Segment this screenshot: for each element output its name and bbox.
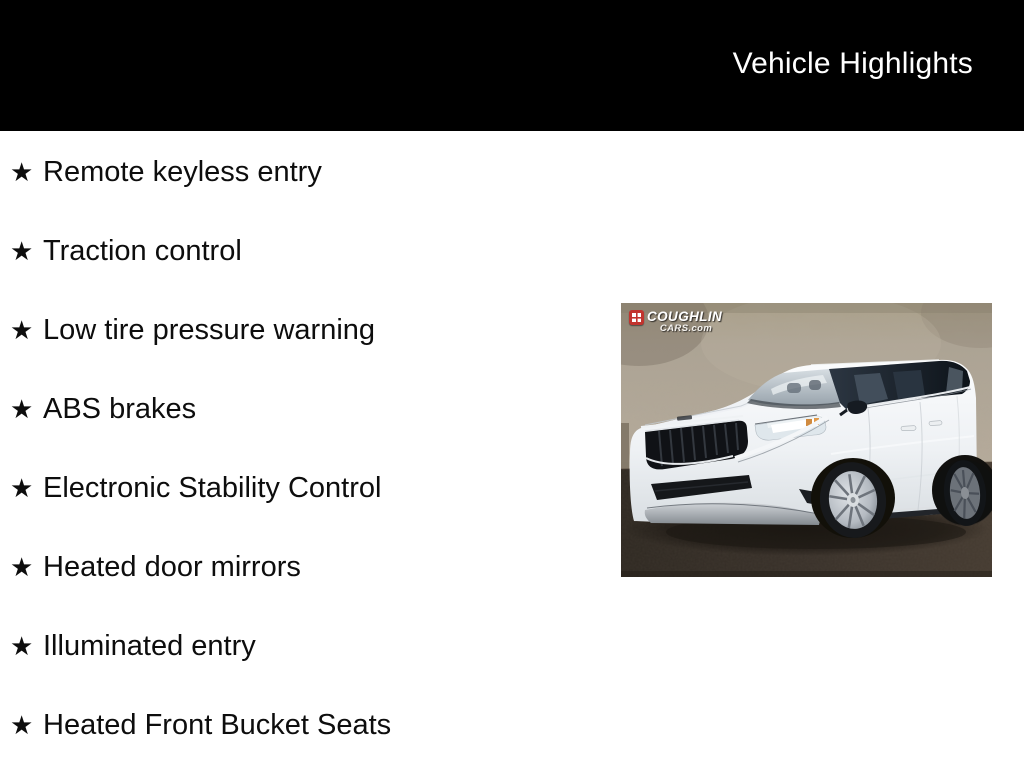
car-door-handle: [929, 421, 942, 426]
watermark-dealer-name: COUGHLIN: [647, 309, 723, 324]
dealer-badge-icon: [629, 310, 644, 325]
star-bullet-icon: ★: [10, 394, 34, 425]
feature-label: Illuminated entry: [43, 629, 256, 662]
star-bullet-icon: ★: [10, 710, 34, 741]
feature-label: Heated door mirrors: [43, 550, 301, 583]
star-bullet-icon: ★: [10, 236, 34, 267]
feature-label: Heated Front Bucket Seats: [43, 708, 392, 741]
feature-label: Remote keyless entry: [43, 155, 322, 188]
header-bar: [0, 0, 1024, 131]
feature-item: [0, 212, 1024, 291]
feature-label: Electronic Stability Control: [43, 471, 382, 504]
feature-item: [0, 607, 1024, 686]
vehicle-illustration: [621, 303, 992, 577]
page-title: Vehicle Highlights: [732, 47, 973, 80]
star-bullet-icon: ★: [10, 473, 34, 504]
watermark-dealer-domain: CARS.com: [659, 323, 713, 334]
star-bullet-icon: ★: [10, 315, 34, 346]
star-bullet-icon: ★: [10, 631, 34, 662]
feature-item: [0, 686, 1024, 765]
feature-item: [0, 133, 1024, 212]
feature-label: ABS brakes: [43, 392, 197, 425]
star-bullet-icon: ★: [10, 157, 34, 188]
feature-label: Low tire pressure warning: [43, 313, 376, 346]
star-bullet-icon: ★: [10, 552, 34, 583]
feature-label: Traction control: [43, 234, 242, 267]
vehicle-photo: [621, 303, 992, 577]
photo-watermark: [629, 310, 722, 333]
car-door-handle: [901, 426, 916, 431]
